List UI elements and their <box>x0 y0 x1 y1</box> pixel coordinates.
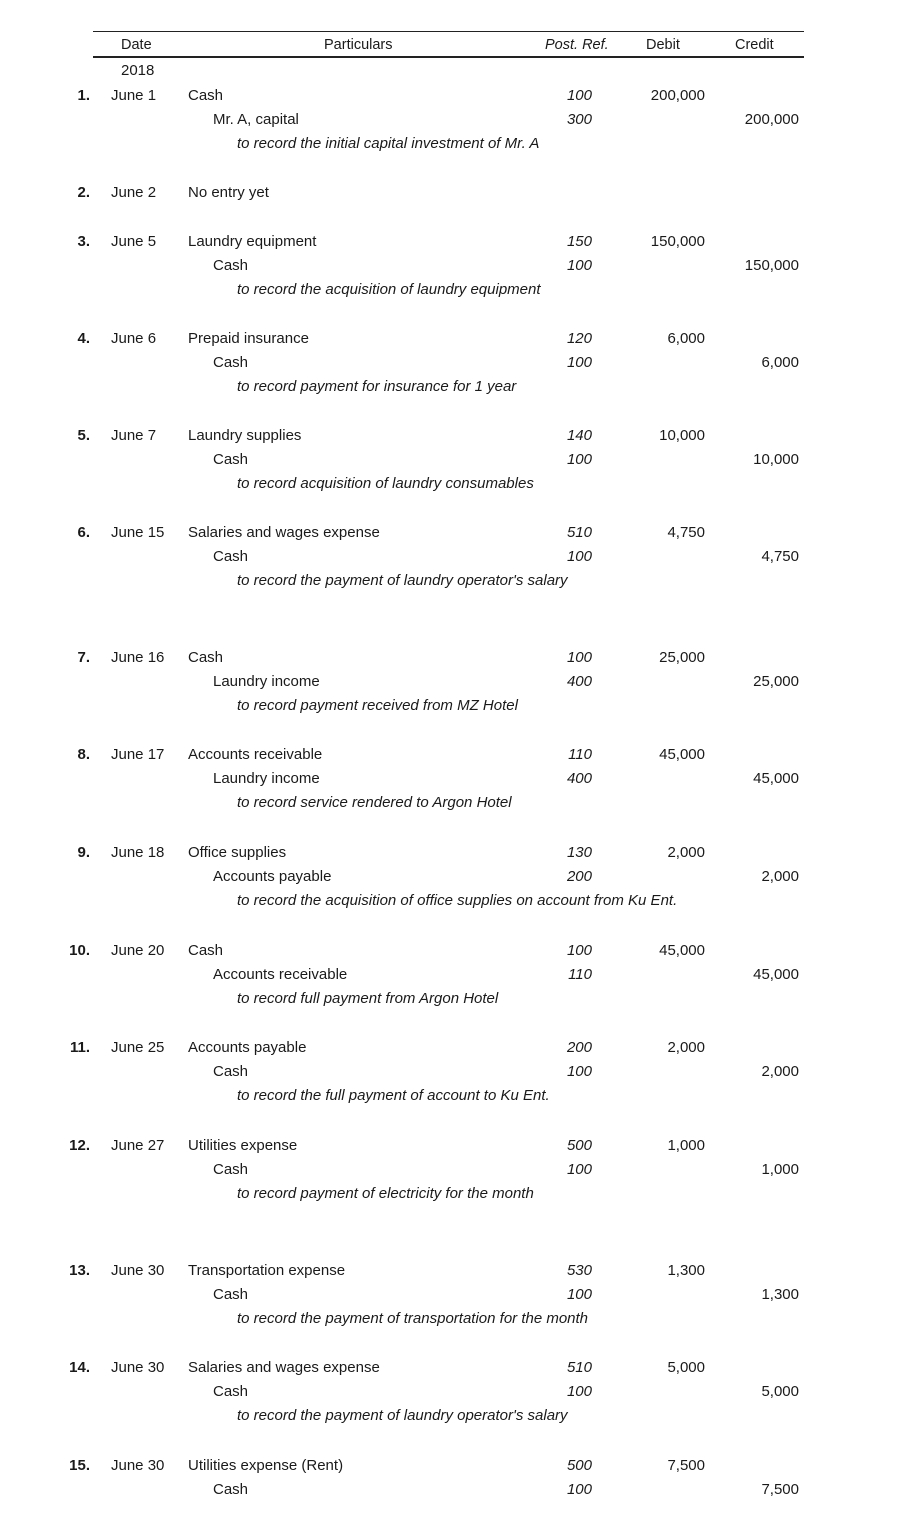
credit-amount: 7,500 <box>761 1481 799 1498</box>
post-ref: 400 <box>566 770 592 787</box>
credit-amount: 200,000 <box>744 111 799 128</box>
entry-date: June 15 <box>111 524 165 541</box>
debit-amount: 150,000 <box>650 233 705 250</box>
credit-amount: 150,000 <box>744 257 799 274</box>
post-ref: 100 <box>566 548 592 565</box>
post-ref: 100 <box>566 354 592 371</box>
entry-number: 12. <box>69 1137 90 1154</box>
entry-date: June 20 <box>111 942 165 959</box>
credit-amount: 5,000 <box>761 1383 799 1400</box>
post-ref: 530 <box>566 1262 592 1279</box>
debit-account: Salaries and wages expense <box>188 524 380 541</box>
post-ref: 100 <box>566 649 592 666</box>
credit-account: Cash <box>213 1383 249 1400</box>
entry-date: June 30 <box>111 1359 165 1376</box>
post-ref: 500 <box>566 1137 592 1154</box>
debit-amount: 1,300 <box>667 1262 705 1279</box>
post-ref: 200 <box>566 868 592 885</box>
debit-amount: 2,000 <box>667 844 705 861</box>
post-ref: 300 <box>566 111 592 128</box>
entry-number: 1. <box>77 87 90 104</box>
debit-account: Laundry equipment <box>188 233 317 250</box>
credit-account: Cash <box>213 1481 249 1498</box>
credit-amount: 45,000 <box>753 966 799 983</box>
debit-amount: 4,750 <box>667 524 705 541</box>
debit-amount: 25,000 <box>659 649 705 666</box>
entry-number: 14. <box>69 1359 90 1376</box>
entry-date: June 27 <box>111 1137 165 1154</box>
debit-account: Utilities expense <box>188 1137 298 1154</box>
entry-description: to record the full payment of account to Ku Ent. <box>237 1087 550 1104</box>
entry-date: June 18 <box>111 844 165 861</box>
post-ref: 150 <box>566 233 592 250</box>
debit-amount: 7,500 <box>667 1457 705 1474</box>
entry-number: 10. <box>69 942 90 959</box>
credit-account: Laundry income <box>213 673 320 690</box>
credit-amount: 10,000 <box>753 451 799 468</box>
header-debit: Debit <box>646 37 680 53</box>
header-date: Date <box>121 37 152 53</box>
entry-date: June 6 <box>111 330 157 347</box>
post-ref: 100 <box>566 87 592 104</box>
debit-account: Office supplies <box>188 844 287 861</box>
entry-date: June 25 <box>111 1039 165 1056</box>
credit-account: Cash <box>213 1063 249 1080</box>
entry-description: to record the payment of laundry operator's salary <box>237 572 568 589</box>
entry-description: to record the payment of transportation for the month <box>237 1310 589 1327</box>
post-ref: 100 <box>566 1161 592 1178</box>
credit-amount: 1,300 <box>761 1286 799 1303</box>
credit-account: Cash <box>213 257 249 274</box>
post-ref: 510 <box>566 1359 592 1376</box>
credit-account: Cash <box>213 1161 249 1178</box>
credit-amount: 2,000 <box>761 868 799 885</box>
entry-description: to record the initial capital investment of Mr. A <box>237 135 540 152</box>
debit-account: Salaries and wages expense <box>188 1359 380 1376</box>
debit-amount: 200,000 <box>650 87 705 104</box>
entry-date: June 17 <box>111 746 165 763</box>
debit-amount: 5,000 <box>667 1359 705 1376</box>
entry-description: to record the acquisition of office supplies on account from Ku Ent. <box>237 892 678 909</box>
debit-account: Accounts receivable <box>188 746 323 763</box>
credit-account: Mr. A, capital <box>213 111 299 128</box>
post-ref: 100 <box>566 942 592 959</box>
entry-number: 4. <box>77 330 90 347</box>
header-post-ref: Post. Ref. <box>545 37 609 53</box>
year-label: 2018 <box>121 62 155 79</box>
post-ref: 130 <box>566 844 592 861</box>
credit-account: Laundry income <box>213 770 320 787</box>
entry-date: June 5 <box>111 233 157 250</box>
debit-amount: 6,000 <box>667 330 705 347</box>
entry-description: to record payment for insurance for 1 year <box>237 378 517 395</box>
debit-account: Laundry supplies <box>188 427 302 444</box>
post-ref: 100 <box>566 1481 592 1498</box>
post-ref: 400 <box>566 673 592 690</box>
post-ref: 500 <box>566 1457 592 1474</box>
header-particulars: Particulars <box>324 37 393 53</box>
debit-account: Transportation expense <box>188 1262 346 1279</box>
post-ref: 510 <box>566 524 592 541</box>
debit-amount: 2,000 <box>667 1039 705 1056</box>
entry-number: 7. <box>77 649 90 666</box>
entry-description: to record service rendered to Argon Hotel <box>237 794 512 811</box>
credit-account: Cash <box>213 354 249 371</box>
entry-number: 3. <box>77 233 90 250</box>
post-ref: 110 <box>568 746 592 763</box>
credit-account: Cash <box>213 1286 249 1303</box>
debit-amount: 45,000 <box>659 746 705 763</box>
entry-description: to record payment received from MZ Hotel <box>237 697 518 714</box>
debit-account: Cash <box>188 942 224 959</box>
credit-amount: 4,750 <box>761 548 799 565</box>
post-ref: 100 <box>566 257 592 274</box>
debit-amount: 1,000 <box>667 1137 705 1154</box>
post-ref: 100 <box>566 1063 592 1080</box>
entry-date: June 7 <box>111 427 157 444</box>
entry-date: June 1 <box>111 87 157 104</box>
post-ref: 100 <box>566 1286 592 1303</box>
debit-amount: 10,000 <box>659 427 705 444</box>
credit-account: Accounts payable <box>213 868 332 885</box>
credit-amount: 2,000 <box>761 1063 799 1080</box>
entry-description: to record payment of electricity for the month <box>237 1185 534 1202</box>
entry-number: 13. <box>69 1262 90 1279</box>
entry-number: 9. <box>77 844 90 861</box>
entry-number: 8. <box>77 746 90 763</box>
credit-amount: 1,000 <box>761 1161 799 1178</box>
credit-account: Cash <box>213 451 249 468</box>
entry-description: to record the payment of laundry operator's salary <box>237 1407 568 1424</box>
credit-amount: 45,000 <box>753 770 799 787</box>
entry-date: June 30 <box>111 1262 165 1279</box>
credit-account: Cash <box>213 548 249 565</box>
post-ref: 100 <box>566 1383 592 1400</box>
post-ref: 120 <box>566 330 592 347</box>
entry-description: to record full payment from Argon Hotel <box>237 990 499 1007</box>
debit-account: No entry yet <box>188 184 269 201</box>
credit-amount: 6,000 <box>761 354 799 371</box>
debit-amount: 45,000 <box>659 942 705 959</box>
entry-number: 6. <box>77 524 90 541</box>
debit-account: Cash <box>188 649 224 666</box>
entry-date: June 16 <box>111 649 165 666</box>
debit-account: Accounts payable <box>188 1039 307 1056</box>
header-credit: Credit <box>735 37 774 53</box>
entry-number: 5. <box>77 427 90 444</box>
post-ref: 200 <box>566 1039 592 1056</box>
header-bottom-rule <box>93 56 804 58</box>
entry-number: 2. <box>77 184 90 201</box>
debit-account: Utilities expense (Rent) <box>188 1457 344 1474</box>
entry-description: to record acquisition of laundry consumables <box>237 475 534 492</box>
post-ref: 100 <box>566 451 592 468</box>
header-top-rule <box>93 31 804 32</box>
credit-account: Accounts receivable <box>213 966 348 983</box>
entry-date: June 2 <box>111 184 157 201</box>
entry-number: 11. <box>69 1039 90 1056</box>
debit-account: Prepaid insurance <box>188 330 309 347</box>
credit-amount: 25,000 <box>753 673 799 690</box>
post-ref: 110 <box>568 966 592 983</box>
entry-description: to record the acquisition of laundry equipment <box>237 281 541 298</box>
debit-account: Cash <box>188 87 224 104</box>
entry-date: June 30 <box>111 1457 165 1474</box>
post-ref: 140 <box>566 427 592 444</box>
entry-number: 15. <box>69 1457 90 1474</box>
